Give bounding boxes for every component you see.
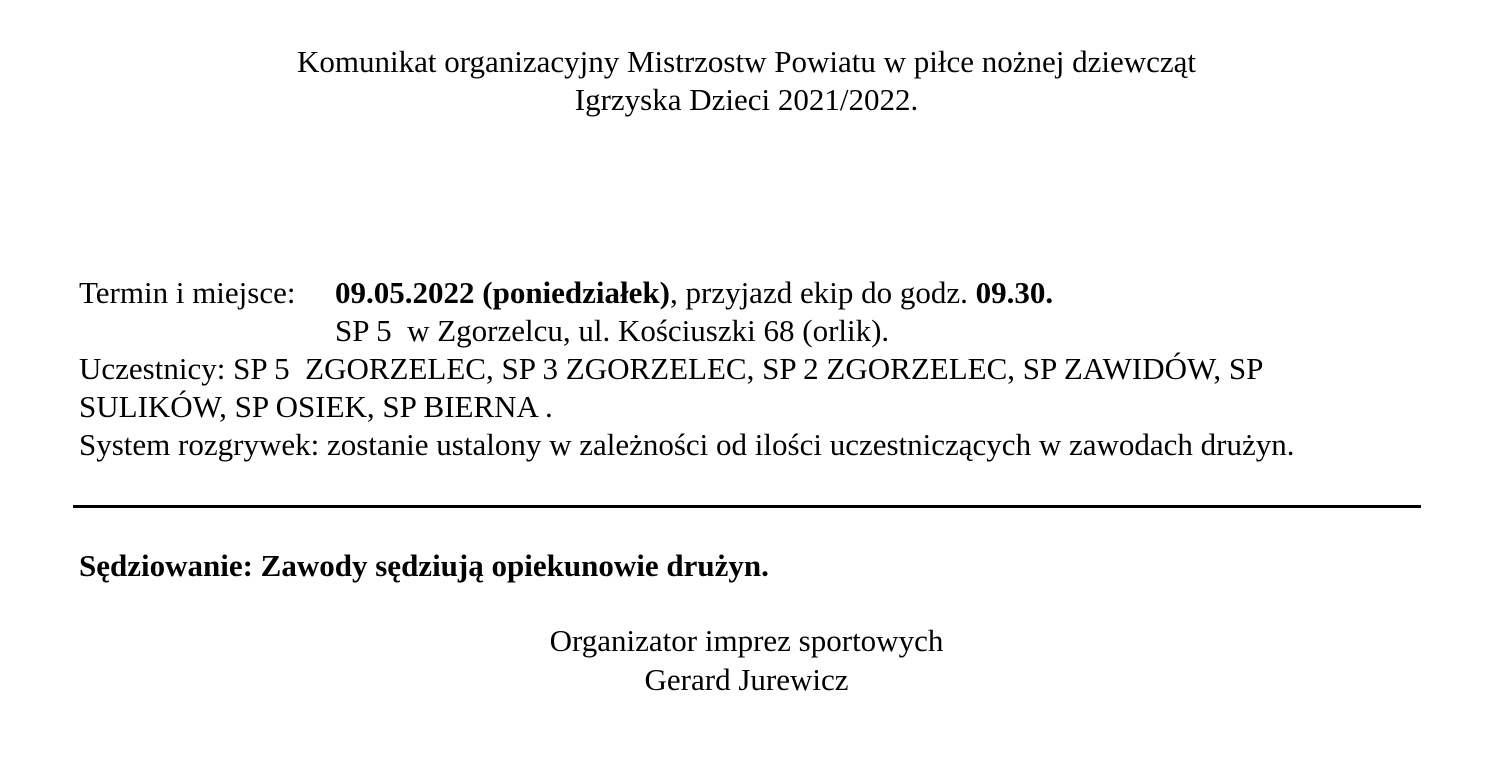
sedziowanie-text: Sędziowanie: Zawody sędziują opiekunowie drużyn. xyxy=(79,548,769,583)
horizontal-divider xyxy=(73,505,1421,508)
document-title: Komunikat organizacyjny Mistrzostw Powiatu w piłce nożnej dziewcząt xyxy=(296,44,1197,79)
termin-arrival-text: , przyjazd ekip do godz. xyxy=(669,275,976,310)
document-subtitle: Igrzyska Dzieci 2021/2022. xyxy=(574,82,919,117)
system-rozgrywek: System rozgrywek: zostanie ustalony w zależności od ilości uczestniczących w zawodach drużyn. xyxy=(79,427,1295,462)
uczestnicy-line-1: Uczestnicy: SP 5 ZGORZELEC, SP 3 ZGORZELEC, SP 2 ZGORZELEC, SP ZAWIDÓW, SP xyxy=(79,351,1264,386)
termin-arrival-time: 09.30. xyxy=(975,275,1054,310)
uczestnicy-line-2: SULIKÓW, SP OSIEK, SP BIERNA . xyxy=(79,389,553,424)
termin-date: 09.05.2022 (poniedziałek) xyxy=(335,275,670,310)
signature-role: Organizator imprez sportowych xyxy=(549,623,944,658)
termin-place: SP 5 w Zgorzelcu, ul. Kościuszki 68 (orlik). xyxy=(335,313,890,348)
signature-name: Gerard Jurewicz xyxy=(644,662,849,697)
termin-row xyxy=(79,274,1053,312)
termin-label: Termin i miejsce: xyxy=(79,275,296,310)
